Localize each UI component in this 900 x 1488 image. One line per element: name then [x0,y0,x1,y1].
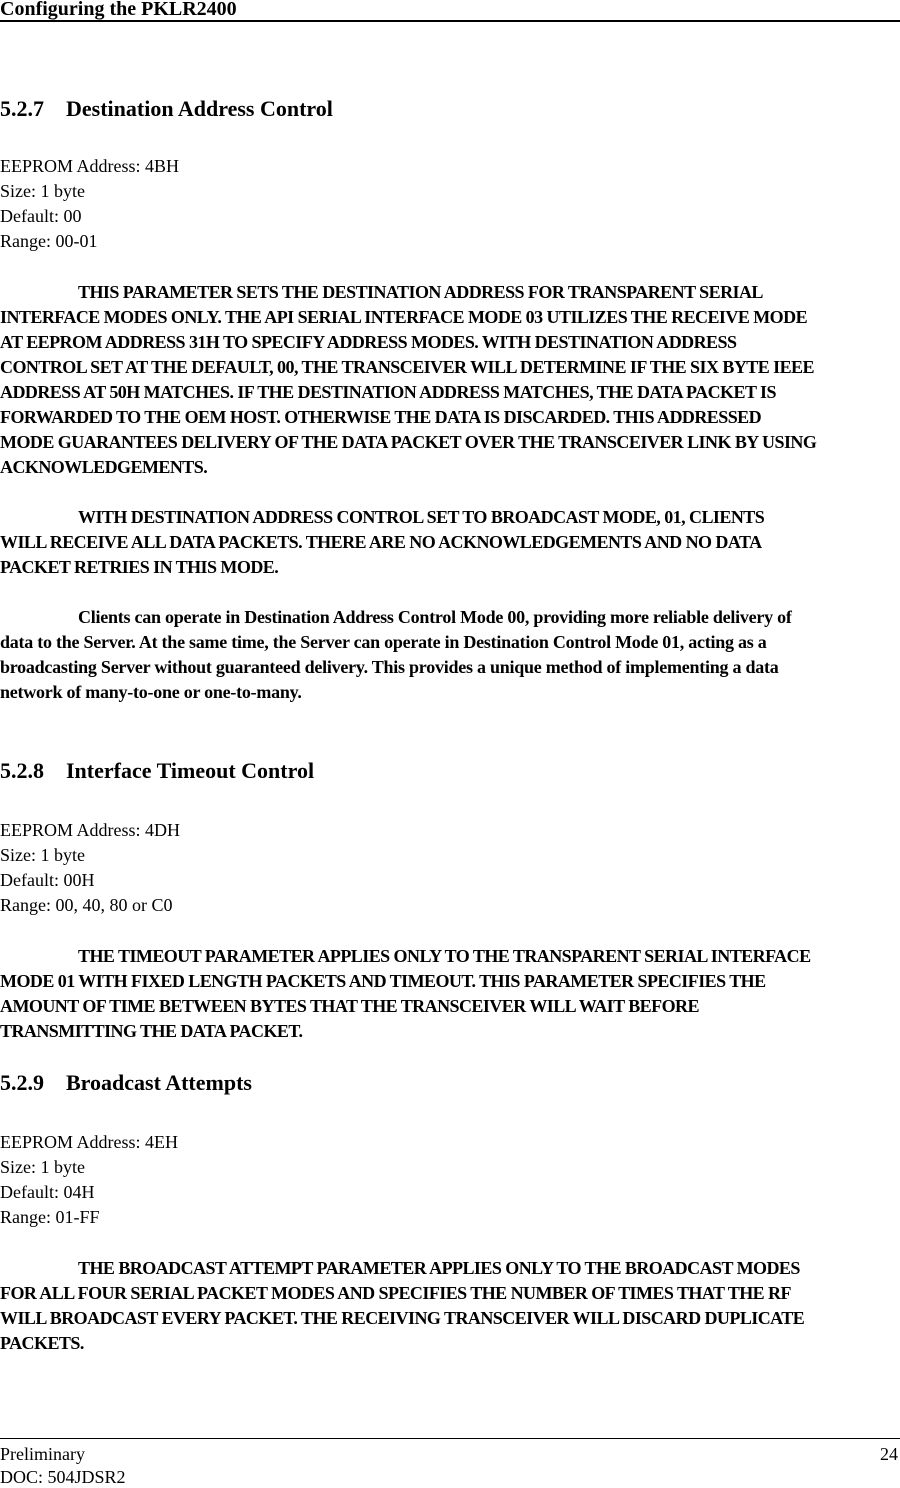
section-heading-5-2-7 [0,96,333,122]
paragraph-line: FOR ALL FOUR SERIAL PACKET MODES AND SPECIFIES THE NUMBER OF TIMES THAT THE RF [0,1283,791,1303]
paragraph-line: THE TIMEOUT PARAMETER APPLIES ONLY TO THE TRANSPARENT SERIAL INTERFACE [78,946,811,966]
paragraph-line: WILL RECEIVE ALL DATA PACKETS. THERE ARE NO ACKNOWLEDGEMENTS AND NO DATA [0,532,762,552]
section-title: Destination Address Control [66,96,333,121]
paragraph-line: WITH DESTINATION ADDRESS CONTROL SET TO BROADCAST MODE, 01, CLIENTS [78,507,765,527]
footer-divider [0,1438,900,1439]
section-number: 5.2.7 [0,96,44,121]
paragraph-line: ADDRESS AT 50H MATCHES. IF THE DESTINATION ADDRESS MATCHES, THE DATA PACKET IS [0,382,776,402]
eeprom-address-field: EEPROM Address: 4BH [0,156,180,176]
default-field: Default: 04H [0,1182,95,1202]
paragraph-line: FORWARDED TO THE OEM HOST. OTHERWISE THE DATA IS DISCARDED. THIS ADDRESSED [0,407,762,427]
section-number: 5.2.9 [0,1070,44,1095]
size-field: Size: 1 byte [0,1157,85,1177]
paragraph [0,505,900,580]
range-field: Range: 00-01 [0,231,98,251]
default-field: Default: 00 [0,206,82,226]
paragraph-line: WILL BROADCAST EVERY PACKET. THE RECEIVING TRANSCEIVER WILL DISCARD DUPLICATE [0,1308,805,1328]
page-header [0,0,900,22]
size-field: Size: 1 byte [0,845,85,865]
paragraph-line: PACKET RETRIES IN THIS MODE. [0,557,279,577]
paragraph-line: INTERFACE MODES ONLY. THE API SERIAL INTERFACE MODE 03 UTILIZES THE RECEIVE MODE [0,307,808,327]
range-field: Range: 01-FF [0,1207,100,1227]
page-number: 24 [880,1444,898,1464]
paragraph [0,1256,900,1356]
section-heading-5-2-8 [0,758,314,784]
paragraph [0,605,900,705]
paragraph-line: MODE GUARANTEES DELIVERY OF THE DATA PACKET OVER THE TRANSCEIVER LINK BY USING [0,432,817,452]
paragraph-line: AT EEPROM ADDRESS 31H TO SPECIFY ADDRESS MODES. WITH DESTINATION ADDRESS [0,332,737,352]
paragraph-line: MODE 01 WITH FIXED LENGTH PACKETS AND TIMEOUT. THIS PARAMETER SPECIFIES THE [0,971,766,991]
paragraph-line: AMOUNT OF TIME BETWEEN BYTES THAT THE TRANSCEIVER WILL WAIT BEFORE [0,996,699,1016]
eeprom-address-field: EEPROM Address: 4DH [0,820,181,840]
paragraph-line: CONTROL SET AT THE DEFAULT, 00, THE TRANSCEIVER WILL DETERMINE IF THE SIX BYTE IEEE [0,357,814,377]
size-field: Size: 1 byte [0,181,85,201]
footer-doc-id: DOC: 504JDSR2 [0,1467,126,1487]
range-field: Range: 00, 40, 80 or C0 [0,895,173,915]
section-number: 5.2.8 [0,758,44,783]
paragraph-line: PACKETS. [0,1333,84,1353]
paragraph-line: data to the Server. At the same time, the Server can operate in Destination Control Mode 01, acting as a [0,632,767,652]
section-heading-5-2-9 [0,1070,252,1096]
paragraph-line: THE BROADCAST ATTEMPT PARAMETER APPLIES ONLY TO THE BROADCAST MODES [78,1258,800,1278]
paragraph-line: THIS PARAMETER SETS THE DESTINATION ADDRESS FOR TRANSPARENT SERIAL [78,282,763,302]
header-title: Configuring the PKLR2400 [0,0,237,20]
footer-status: Preliminary [0,1444,85,1464]
default-field: Default: 00H [0,870,95,890]
paragraph-line: ACKNOWLEDGEMENTS. [0,457,208,477]
paragraph-line: network of many-to-one or one-to-many. [0,682,302,702]
section-title: Broadcast Attempts [66,1070,252,1095]
paragraph [0,280,900,480]
eeprom-address-field: EEPROM Address: 4EH [0,1132,179,1152]
paragraph-line: broadcasting Server without guaranteed delivery. This provides a unique method of implementing a data [0,657,779,677]
section-title: Interface Timeout Control [66,758,315,783]
paragraph-line: Clients can operate in Destination Address Control Mode 00, providing more reliable delivery of [78,607,792,627]
paragraph [0,944,900,1044]
paragraph-line: TRANSMITTING THE DATA PACKET. [0,1021,303,1041]
